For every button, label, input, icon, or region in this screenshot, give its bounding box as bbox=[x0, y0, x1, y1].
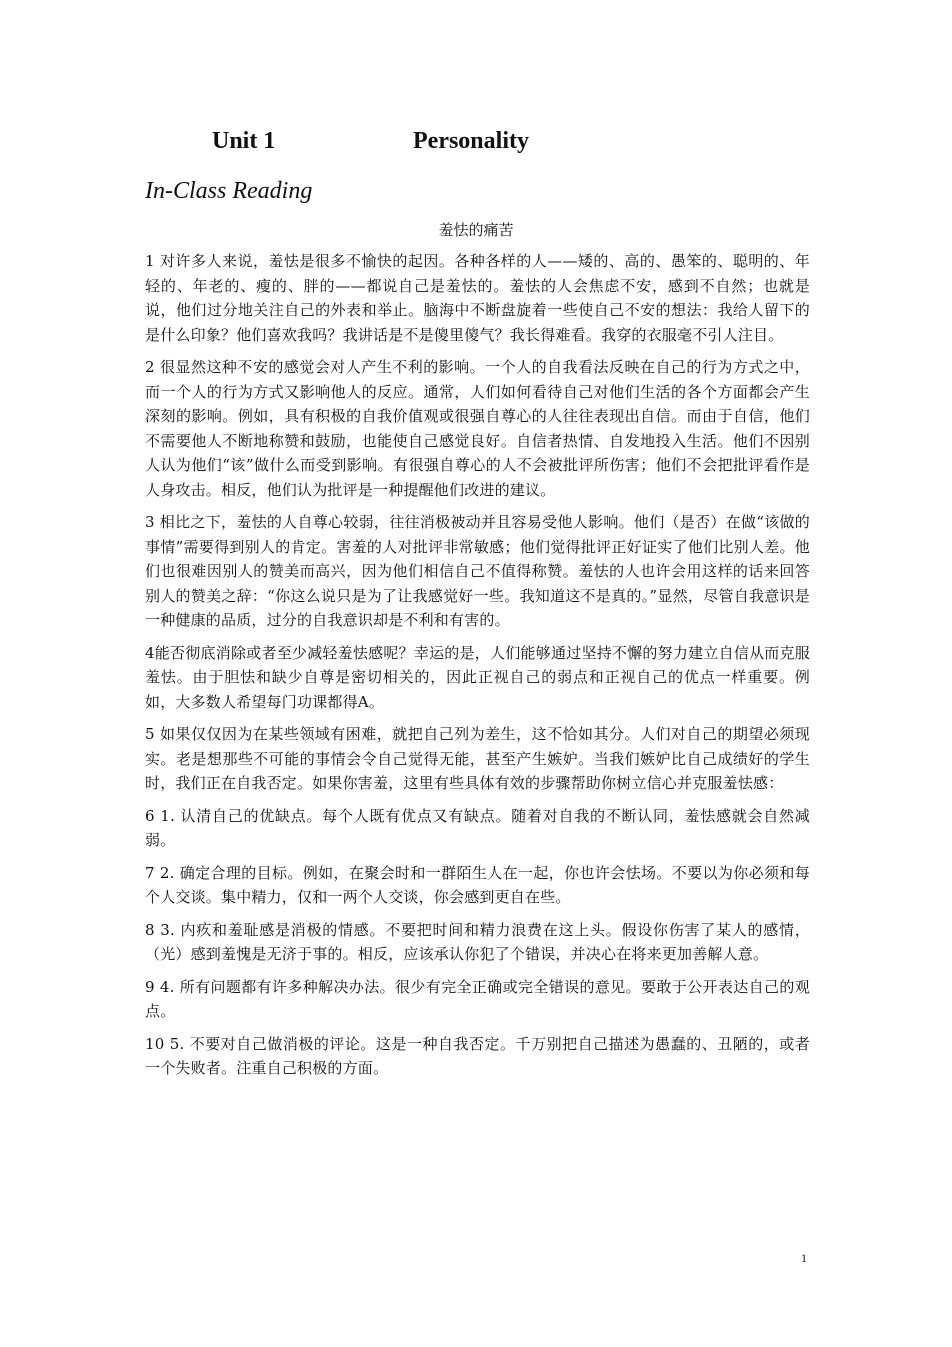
paragraph-10: 10 5. 不要对自己做消极的评论。这是一种自我否定。千万别把自己描述为愚蠢的、丑陋的，或者一个失败者。注重自己积极的方面。 bbox=[145, 1034, 810, 1077]
section-title: In-Class Reading bbox=[145, 178, 313, 204]
unit-number: Unit 1 bbox=[212, 128, 276, 154]
paragraph-1: 1 对许多人来说，羞怯是很多不愉快的起因。各种各样的人——矮的、高的、愚笨的、聪明的、年轻的、年老的、瘦的、胖的——都说自己是羞怯的。羞怯的人会焦虑不安，感到不自然；也就是说，他们过分地关注自己的外表和举止。脑海中不断盘旋着一些使自己不安的想法：我给人留下的是什么印象？他们喜欢我吗？我讲话是不是傻里傻气？我长得难看。我穿的衣服毫不引人注目。 bbox=[145, 252, 810, 344]
paragraph-7: 7 2. 确定合理的目标。例如，在聚会时和一群陌生人在一起，你也许会怯场。不要以为你必须和每个人交谈。集中精力，仅和一两个人交谈，你会感到更自在些。 bbox=[145, 863, 810, 906]
paragraph-4: 4能否彻底消除或者至少减轻羞怯感呢？幸运的是，人们能够通过坚持不懈的努力建立自信从而克服羞怯。由于胆怯和缺少自尊是密切相关的，因此正视自己的弱点和正视自己的优点一样重要。例如，大多数人希望每门功课都得A。 bbox=[145, 643, 810, 711]
paragraph-3: 3 相比之下，羞怯的人自尊心较弱，往往消极被动并且容易受他人影响。他们（是否）在做“该做的事情”需要得到别人的肯定。害羞的人对批评非常敏感；他们觉得批评正好证实了他们比别人差。他们也很难因别人的赞美而高兴，因为他们相信自己不值得称赞。羞怯的人也许会用这样的话来回答别人的赞美之辞：“你这么说只是为了让我感觉好一些。我知道这不是真的。”显然，尽管自我意识是一种健康的品质，过分的自我意识却是不利和有害的。 bbox=[145, 513, 810, 629]
page-number: 1 bbox=[801, 1251, 807, 1265]
unit-heading bbox=[0, 128, 952, 158]
paragraph-9: 9 4. 所有问题都有许多种解决办法。很少有完全正确或完全错误的意见。要敢于公开表达自己的观点。 bbox=[145, 977, 810, 1020]
paragraph-8: 8 3. 内疚和羞耻感是消极的情感。不要把时间和精力浪费在这上头。假设你伤害了某人的感情，（光）感到羞愧是无济于事的。相反，应该承认你犯了个错误，并决心在将来更加善解人意。 bbox=[145, 920, 810, 963]
paragraph-6: 6 1. 认清自己的优缺点。每个人既有优点又有缺点。随着对自我的不断认同，羞怯感就会自然减弱。 bbox=[145, 806, 810, 849]
paragraph-5: 5 如果仅仅因为在某些领域有困难，就把自己列为差生，这不恰如其分。人们对自己的期望必须现实。老是想那些不可能的事情会令自己觉得无能，甚至产生嫉妒。当我们嫉妒比自己成绩好的学生时，我们正在自我否定。如果你害羞，这里有些具体有效的步骤帮助你树立信心并克服羞怯感： bbox=[145, 725, 810, 792]
unit-name: Personality bbox=[413, 128, 529, 154]
article-body bbox=[145, 249, 810, 1089]
article-title: 羞怯的痛苦 bbox=[438, 221, 514, 239]
paragraph-2: 2 很显然这种不安的感觉会对人产生不利的影响。一个人的自我看法反映在自己的行为方式之中，而一个人的行为方式又影响他人的反应。通常，人们如何看待自己对他们生活的各个方面都会产生深刻的影响。例如，具有积极的自我价值观或很强自尊心的人往往表现出自信。而由于自信，他们不需要他人不断地称赞和鼓励，也能使自己感觉良好。自信者热情、自发地投入生活。他们不因别人认为他们“该”做什么而受到影响。有很强自尊心的人不会被批评所伤害；他们不会把批评看作是人身攻击。相反，他们认为批评是一种提醒他们改进的建议。 bbox=[145, 358, 810, 499]
